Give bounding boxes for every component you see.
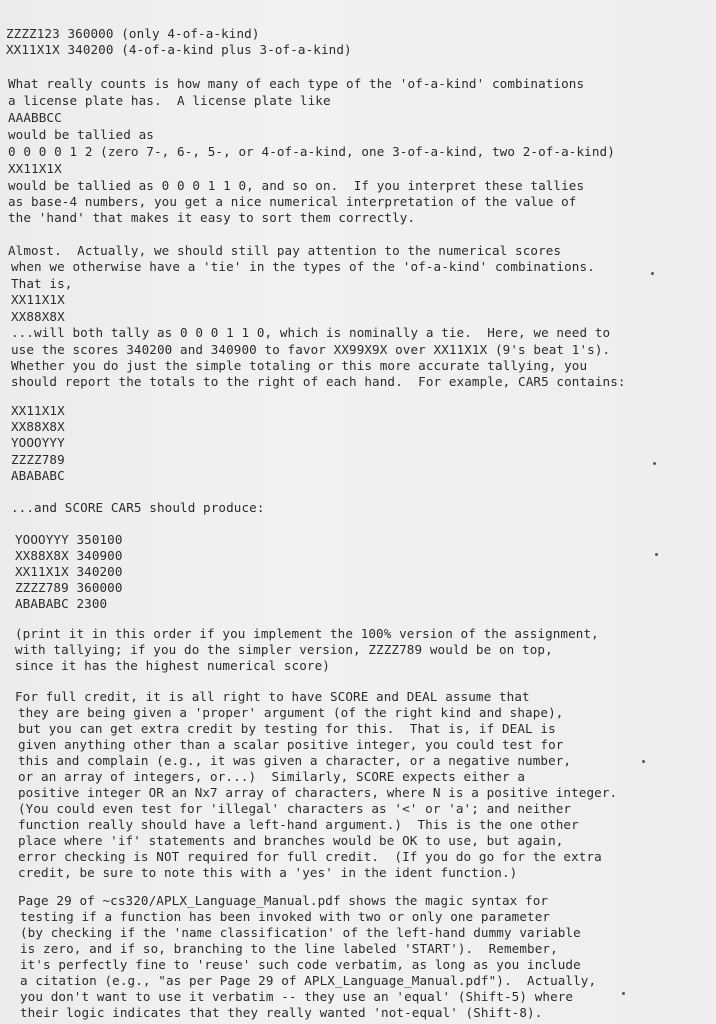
text-line: given anything other than a scalar positive integer, you could test for	[18, 737, 564, 752]
text-line: should report the totals to the right of each hand. For example, CAR5 contains:	[11, 374, 626, 389]
stray-mark	[655, 553, 658, 556]
text-line: the 'hand' that makes it easy to sort them correctly.	[8, 210, 416, 225]
text-line: they are being given a 'proper' argument (of the right kind and shape),	[18, 705, 564, 720]
text-line: ...and SCORE CAR5 should produce:	[11, 500, 265, 515]
text-line: but you can get extra credit by testing for this. That is, if DEAL is	[18, 721, 556, 736]
text-line: What really counts is how many of each type of the 'of-a-kind' combinations	[8, 76, 585, 91]
text-line: is zero, and if so, branching to the line labeled 'START'). Remember,	[20, 941, 558, 956]
text-line: function really should have a left-hand argument.) This is the one other	[18, 817, 579, 832]
text-line: XX88X8X	[11, 419, 65, 434]
text-line: testing if a function has been invoked with two or only one parameter	[20, 909, 551, 924]
text-line: their logic indicates that they really wanted 'not-equal' (Shift-8).	[20, 1005, 543, 1020]
text-line: Page 29 of ~cs320/APLX_Language_Manual.pdf shows the magic syntax for	[18, 893, 549, 908]
text-line: (print it in this order if you implement the 100% version of the assignment,	[15, 626, 599, 641]
text-line: ABABABC 2300	[15, 596, 108, 611]
text-line: place where 'if' statements and branches would be OK to use, but again,	[18, 833, 564, 848]
stray-mark	[653, 462, 656, 465]
stray-mark	[642, 760, 645, 763]
text-line: it's perfectly fine to 'reuse' such code verbatim, as long as you include	[20, 957, 581, 972]
text-line: AAABBCC	[8, 110, 62, 125]
text-line: That is,	[11, 276, 73, 291]
text-line: Whether you do just the simple totaling or this more accurate tallying, you	[11, 358, 588, 373]
text-line: For full credit, it is all right to have SCORE and DEAL assume that	[15, 689, 530, 704]
text-line: error checking is NOT required for full credit. (If you do go for the extra	[18, 849, 602, 864]
text-line: you don't want to use it verbatim -- they use an 'equal' (Shift-5) where	[20, 989, 574, 1004]
text-line: XX11X1X	[11, 403, 65, 418]
text-line: XX11X1X	[11, 292, 65, 307]
text-line: (by checking if the 'name classification' of the left-hand dummy variable	[20, 925, 581, 940]
text-line: XX11X1X 340200	[15, 564, 123, 579]
text-line: use the scores 340200 and 340900 to favor XX99X9X over XX11X1X (9's beat 1's).	[11, 342, 611, 357]
text-line: ...will both tally as 0 0 0 1 1 0, which is nominally a tie. Here, we need to	[11, 325, 611, 340]
text-line: positive integer OR an Nx7 array of characters, where N is a positive integer.	[18, 785, 618, 800]
text-line: would be tallied as 0 0 0 1 1 0, and so on. If you interpret these tallies	[8, 178, 585, 193]
text-line: ZZZZ123 360000 (only 4-of-a-kind)	[6, 26, 260, 41]
text-line: credit, be sure to note this with a 'yes' in the ident function.)	[18, 865, 518, 880]
text-line: when we otherwise have a 'tie' in the types of the 'of-a-kind' combinations.	[11, 259, 595, 274]
text-line: (You could even test for 'illegal' characters as '<' or 'a'; and neither	[18, 801, 572, 816]
text-line: XX11X1X 340200 (4-of-a-kind plus 3-of-a-kind)	[6, 42, 352, 57]
stray-mark	[622, 992, 625, 995]
text-line: ZZZZ789	[11, 452, 65, 467]
text-line: a citation (e.g., "as per Page 29 of APLX_Language_Manual.pdf"). Actually,	[20, 973, 597, 988]
text-line: ABABABC	[11, 468, 65, 483]
text-line: a license plate has. A license plate like	[8, 93, 331, 108]
stray-mark	[651, 272, 654, 275]
text-line: or an array of integers, or...) Similarly, SCORE expects either a	[18, 769, 526, 784]
text-line: 0 0 0 0 1 2 (zero 7-, 6-, 5-, or 4-of-a-kind, one 3-of-a-kind, two 2-of-a-kind)	[8, 144, 615, 159]
text-line: XX88X8X	[11, 309, 65, 324]
text-line: YOOOYYY 350100	[15, 532, 123, 547]
text-line: with tallying; if you do the simpler version, ZZZZ789 would be on top,	[15, 642, 553, 657]
text-line: Almost. Actually, we should still pay attention to the numerical scores	[8, 243, 562, 258]
text-line: since it has the highest numerical score)	[15, 658, 330, 673]
text-line: XX11X1X	[8, 161, 62, 176]
text-line: would be tallied as	[8, 127, 154, 142]
text-line: ZZZZ789 360000	[15, 580, 123, 595]
text-line: XX88X8X 340900	[15, 548, 123, 563]
text-line: as base-4 numbers, you get a nice numerical interpretation of the value of	[8, 194, 577, 209]
text-line: this and complain (e.g., it was given a character, or a negative number,	[18, 753, 572, 768]
text-line: YOOOYYY	[11, 435, 65, 450]
